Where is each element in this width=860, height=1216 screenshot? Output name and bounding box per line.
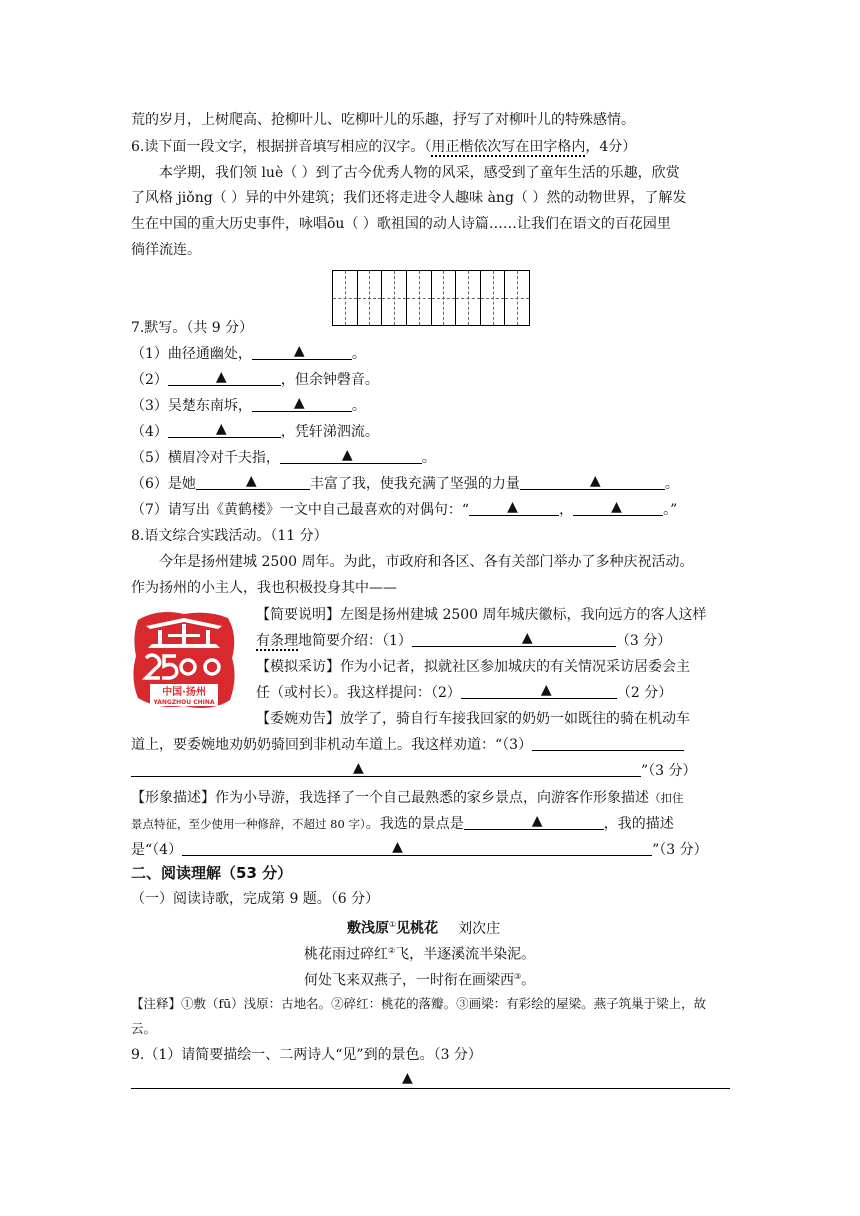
poem-notes: 云。 bbox=[131, 1021, 157, 1036]
triangle-marker: ▲ bbox=[293, 343, 305, 359]
question-8-paragraph: 作为扬州的小主人，我也积极投身其中—— bbox=[131, 580, 397, 596]
section-2-heading: 二、阅读理解（53 分） bbox=[131, 864, 293, 882]
poem-title: 敷浅原 bbox=[347, 920, 389, 937]
q7-item-4 bbox=[131, 422, 379, 442]
text: （1）曲径通幽处， bbox=[131, 346, 252, 362]
poem-line: 桃花雨过碎红②飞，半逐溪流半染泥。 bbox=[304, 946, 536, 963]
answer-blank[interactable] bbox=[168, 422, 281, 438]
text: 是“（4） bbox=[131, 842, 183, 858]
emphasis-text: 用正楷依次写在田字格内 bbox=[431, 139, 586, 155]
text: （6）是她 bbox=[131, 476, 196, 492]
question-7-title: 7.默写。（共 9 分） bbox=[131, 320, 254, 336]
q7-item-5 bbox=[131, 448, 436, 468]
text: 丰富了我，使我充满了坚强的力量 bbox=[309, 476, 520, 492]
answer-blank[interactable] bbox=[469, 500, 559, 516]
text: 。 bbox=[351, 346, 366, 362]
question-8-title: 8.语文综合实践活动。（11 分） bbox=[131, 528, 328, 544]
answer-blank[interactable] bbox=[280, 448, 422, 464]
answer-blank[interactable] bbox=[182, 840, 652, 856]
text: 。” bbox=[663, 502, 678, 518]
triangle-marker: ▲ bbox=[540, 682, 552, 698]
text: 。 bbox=[351, 398, 366, 414]
question-6-paragraph: 生在中国的重大历史事件，咏唱ōu（ ）歌祖国的动人诗篇……让我们在语文的百花园里 bbox=[131, 216, 671, 232]
text: （7）请写出《黄鹤楼》一文中自己最喜欢的对偶句：“ bbox=[131, 502, 470, 518]
footnote-mark: ① bbox=[389, 920, 397, 929]
poem-line: 何处飞来双燕子，一时衔在画梁西③。 bbox=[304, 972, 536, 989]
note-text: （扣住 bbox=[649, 791, 684, 805]
poem-title-line bbox=[347, 915, 500, 939]
text: （3）吴楚东南坼， bbox=[131, 398, 252, 414]
tianzige-cell[interactable] bbox=[481, 271, 506, 325]
text: ，但余钟磬音。 bbox=[280, 372, 379, 388]
answer-blank[interactable] bbox=[532, 735, 684, 751]
text: ，凭轩涕泗流。 bbox=[280, 424, 379, 440]
text: 。 bbox=[664, 476, 679, 492]
question-6-paragraph: 徜徉流连。 bbox=[131, 242, 201, 258]
question-9: 9.（1）请简要描绘一、二两诗人“见”到的景色。（3 分） bbox=[131, 1047, 482, 1063]
emphasis-text: 有条理 bbox=[256, 633, 298, 649]
q7-item-3 bbox=[131, 396, 366, 416]
tianzige-cell[interactable] bbox=[382, 271, 407, 325]
text: （2） bbox=[131, 372, 168, 388]
answer-blank[interactable] bbox=[573, 500, 663, 516]
question-6-paragraph: 了风格 jiǒng（ ）异的中外建筑；我们还将走进令人趣味 àng（ ）然的动物世界，了解发 bbox=[131, 190, 687, 206]
poem-title: 见桃花 bbox=[396, 920, 439, 937]
score: （2 分） bbox=[616, 685, 673, 701]
triangle-marker: ▲ bbox=[341, 447, 353, 463]
tianzige-cell[interactable] bbox=[407, 271, 432, 325]
q8-brief-desc: 【简要说明】左图是扬州建城 2500 周年城庆徽标，我向远方的客人这样 bbox=[256, 607, 707, 623]
q8-interview-answer bbox=[256, 683, 672, 703]
triangle-marker: ▲ bbox=[521, 630, 533, 646]
answer-blank[interactable] bbox=[168, 370, 281, 386]
text: 道上，要委婉地劝奶奶骑回到非机动车道上。我这样劝道：“（3） bbox=[131, 737, 533, 753]
poem-author: 刘次庄 bbox=[458, 920, 501, 937]
footnote-mark: ② bbox=[388, 946, 396, 955]
tianzige-cell[interactable] bbox=[358, 271, 383, 325]
q7-item-1 bbox=[131, 344, 366, 364]
text-line: 荒的岁月，上树爬高、抢柳叶儿、吃柳叶儿的乐趣，抒写了对柳叶儿的特殊感情。 bbox=[131, 112, 635, 128]
triangle-marker: ▲ bbox=[392, 839, 403, 855]
poem-notes: 【注释】①敷（fū）浅原：古地名。②碎红：桃花的落瓣。③画梁：有彩绘的屋梁。燕子筑巢于梁上，故 bbox=[131, 996, 707, 1011]
triangle-marker: ▲ bbox=[293, 395, 305, 411]
answer-blank[interactable] bbox=[461, 683, 617, 699]
text: ”（3 分） bbox=[641, 763, 697, 779]
svg-text:中国·扬州: 中国·扬州 bbox=[162, 687, 206, 698]
q8-description-3 bbox=[131, 840, 708, 860]
q8-brief-desc-answer bbox=[256, 631, 671, 651]
tianzige-grid[interactable] bbox=[332, 270, 530, 326]
triangle-marker: ▲ bbox=[215, 369, 227, 385]
q8-interview: 【模拟采访】作为小记者，拟就社区参加城庆的有关情况采访居委会主 bbox=[256, 659, 690, 675]
text: ，4分） bbox=[585, 139, 637, 155]
text: ，我的描述 bbox=[603, 816, 674, 832]
poem-intro: （一）阅读诗歌，完成第 9 题。（6 分） bbox=[131, 891, 380, 907]
answer-blank[interactable] bbox=[252, 396, 352, 412]
triangle-marker: ▲ bbox=[215, 421, 227, 437]
q7-item-6 bbox=[131, 474, 679, 494]
text: 【形象描述】作为小导游，我选择了一个自己最熟悉的家乡景点，向游客作形象描述 bbox=[131, 790, 649, 806]
answer-blank[interactable] bbox=[252, 344, 352, 360]
answer-line[interactable] bbox=[131, 1088, 730, 1089]
triangle-marker: ▲ bbox=[589, 473, 601, 489]
q7-item-2 bbox=[131, 370, 379, 390]
answer-blank[interactable] bbox=[412, 631, 616, 647]
question-8-paragraph: 今年是扬州建城 2500 周年。为此，市政府和各区、各有关部门举办了多种庆祝活动。 bbox=[159, 554, 694, 570]
note-text: 景点特征，至少使用一种修辞，不超过 80 字） bbox=[131, 817, 366, 831]
q8-description bbox=[131, 788, 684, 808]
q8-description-2 bbox=[131, 814, 674, 834]
q7-item-7 bbox=[131, 500, 677, 520]
tianzige-cell[interactable] bbox=[432, 271, 457, 325]
answer-blank[interactable] bbox=[196, 474, 310, 490]
question-6-paragraph: 本学期，我们领 luè（ ）到了古今优秀人物的风采，感受到了童年生活的乐趣，欣赏 bbox=[159, 165, 680, 181]
q8-advice-answer-cont bbox=[131, 761, 697, 781]
tianzige-cell[interactable] bbox=[505, 271, 529, 325]
text: ， bbox=[559, 502, 574, 518]
score: （3 分） bbox=[615, 633, 672, 649]
text: 。 bbox=[421, 450, 436, 466]
triangle-marker: ▲ bbox=[402, 1070, 413, 1086]
answer-blank[interactable] bbox=[464, 814, 604, 830]
q8-advice: 【委婉劝告】放学了，骑自行车接我回家的奶奶一如既往的骑在机动车 bbox=[256, 711, 690, 727]
text: 地简要介绍：（1） bbox=[298, 633, 412, 649]
text: 任（或村长）。我这样提问：（2） bbox=[256, 685, 461, 701]
q8-advice-answer bbox=[131, 735, 684, 755]
footnote-mark: ③ bbox=[514, 972, 522, 981]
text: ”（3 分） bbox=[652, 842, 708, 858]
text: 6.读下面一段文字，根据拼音填写相应的汉字。（ bbox=[131, 139, 432, 155]
text: 。我选的景点是 bbox=[365, 816, 464, 832]
text: （5）横眉冷对千夫指， bbox=[131, 450, 280, 466]
triangle-marker: ▲ bbox=[611, 499, 622, 515]
tianzige-cell[interactable] bbox=[333, 271, 358, 325]
tianzige-cell[interactable] bbox=[456, 271, 481, 325]
text: （4） bbox=[131, 424, 168, 440]
answer-blank[interactable] bbox=[520, 474, 665, 490]
triangle-marker: ▲ bbox=[507, 499, 518, 515]
svg-text:YANGZHOU CHINA: YANGZHOU CHINA bbox=[153, 699, 215, 706]
question-6-title bbox=[131, 137, 636, 157]
yangzhou-2500-logo bbox=[128, 606, 240, 718]
triangle-marker: ▲ bbox=[531, 813, 543, 829]
answer-blank[interactable] bbox=[131, 761, 641, 777]
triangle-marker: ▲ bbox=[245, 473, 257, 489]
triangle-marker: ▲ bbox=[353, 760, 364, 776]
